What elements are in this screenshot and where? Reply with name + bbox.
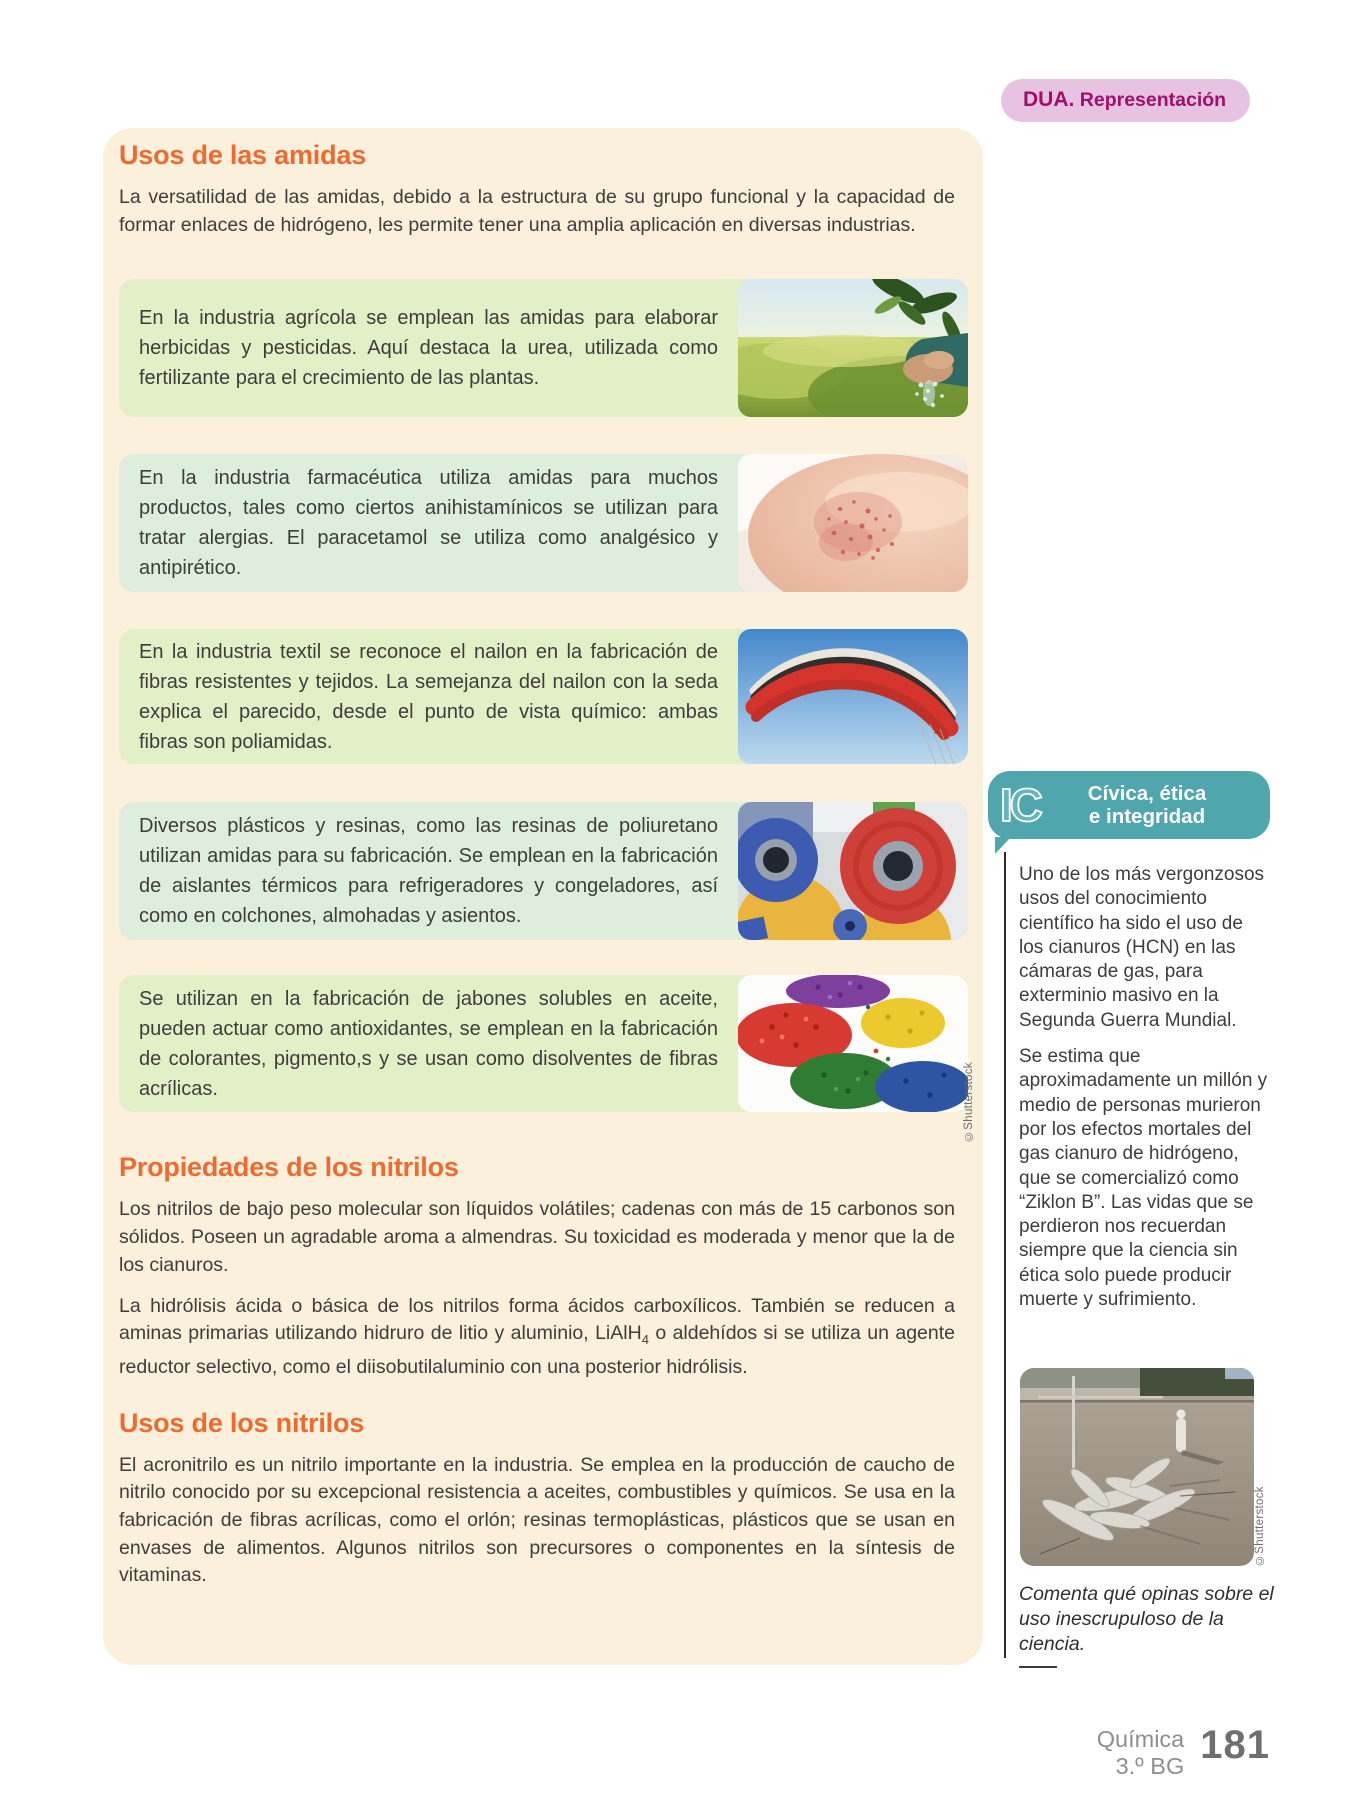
- ic-logo-icon: IC: [1000, 779, 1040, 831]
- civic-ethics-title-line2: e integridad: [1088, 805, 1206, 828]
- nitrile-properties-paragraph-1: Los nitrilos de bajo peso molecular son líquidos volátiles; cadenas con más de 15 carbonos son sólidos. Poseen un agradable aroma a almendras. Su toxicidad es moderada y menor que la de los cianuros.: [119, 1198, 955, 1276]
- amides-intro-paragraph: La versatilidad de las amidas, debido a la estructura de su grupo funcional y la capacidad de formar enlaces de hidrógeno, les permite tener una amplia aplicación en diversas industrias.: [119, 186, 955, 236]
- amide-use-box-soaps: [119, 975, 968, 1112]
- dua-badge-label: Representación: [1074, 89, 1227, 111]
- box-text: En la industria textil se reconoce el nailon en la fabricación de fibras resistentes y tejidos. La semejanza del nailon con la seda explica el parecido, desde el punto de vista químico: ambas fibras son poliamidas.: [139, 640, 718, 753]
- hands-watering-plants-photo: [738, 279, 968, 417]
- shutterstock-credit: ©Shutterstock: [963, 1062, 975, 1142]
- footer-subject: [1097, 1726, 1185, 1780]
- nitrile-properties-p2-rest: o aldehídos si se utiliza un agente reductor selectivo, como el diisobutilaluminio con una posterior hidrólisis.: [119, 1322, 956, 1378]
- nitrile-uses-heading: Usos de los nitrilos: [119, 1407, 365, 1438]
- dua-representation-badge: [1001, 79, 1250, 122]
- page-footer: [930, 1723, 1270, 1780]
- plastic-pellets-photo: [738, 975, 968, 1112]
- dua-badge-prefix: DUA.: [1023, 88, 1075, 111]
- box-text: Diversos plásticos y resinas, como las resinas de poliuretano utilizan amidas para su fabricación. Se emplean en la fabricación de aislantes térmicos para refrigeradores y congeladores, así como en colchones, almohadas y asientos.: [139, 815, 718, 928]
- footer-subject-name: Química: [1096, 1726, 1185, 1752]
- nitrile-uses-paragraph: El acronitrilo es un nitrilo importante en la industria. Se emplea en la producción de caucho de nitrilo conocido por su excepcional resistencia a aceites, combustibles y químicos. Se usa en la fabricación de fibras acrílicas, como el orlón; resinas termoplásticas, plásticos que se usan en envases de alimentos. Algunos nitrilos son precursores o componentes en la síntesis de vitaminas.: [119, 1453, 955, 1587]
- box-text: En la industria farmacéutica utiliza amidas para muchos productos, tales como ciertos anihistamínicos se utilizan para tratar alergias. El paracetamol se utiliza como analgésico y antipirético.: [139, 467, 718, 580]
- amide-use-box-textile: [119, 629, 968, 764]
- amide-use-box-agriculture: [119, 279, 968, 417]
- amide-use-box-pharmaceutical: [119, 454, 968, 592]
- skin-allergy-rash-photo: [738, 454, 968, 592]
- sidebar-paragraph-2: Se estima que aproximadamente un millón y medio de personas murieron por los efectos mortales del gas cianuro de hidrógeno, que se comercializó como “Ziklon B”. Las vidas que se perdieron nos recuerdan siempre que la ciencia sin ética solo puede producir muerte y sufrimiento.: [1019, 1046, 1268, 1311]
- nitrile-properties-p2-text: La hidrólisis ácida o básica de los nitrilos forma ácidos carboxílicos. También se reducen a aminas primarias utilizando hidruro de litio y aluminio, LiAlH: [119, 1294, 955, 1345]
- amides-uses-heading: Usos de las amidas: [119, 140, 367, 170]
- polyurethane-rollers-photo: [738, 802, 968, 940]
- civic-ethics-title-line1: Cívica, ética: [1087, 782, 1207, 805]
- nylon-paraglider-photo: [738, 629, 968, 764]
- footer-grade: 3.º BG: [1115, 1753, 1185, 1779]
- shutterstock-credit: ©Shutterstock: [1254, 1486, 1266, 1566]
- box-text: Se utilizan en la fabricación de jabones solubles en aceite, pueden actuar como antioxidantes, se emplean en la fabricación de colorantes, pigmento,s y se usan como disolventes de fibras acrílicas.: [139, 987, 718, 1100]
- civic-ethics-tag: [988, 771, 1270, 839]
- main-content-panel: [103, 128, 983, 1665]
- sidebar-vertical-rule: [1004, 852, 1006, 1658]
- sidebar-caption: Comenta qué opinas sobre el uso inescrupuloso de la ciencia.: [1019, 1583, 1274, 1655]
- sidebar-paragraph-1: Uno de los más vergonzosos usos del conocimiento científico ha sido el uso de los cianuros (HCN) en las cámaras de gas, para exterminio masivo en la Segunda Guerra Mundial.: [1019, 864, 1265, 1031]
- nitrile-properties-paragraph-2: [119, 1293, 955, 1382]
- lialh4-subscript: 4: [641, 1332, 649, 1348]
- nitrile-properties-heading: Propiedades de los nitrilos: [119, 1152, 459, 1183]
- sidebar-end-rule: [1019, 1666, 1057, 1668]
- amide-use-box-plastics: [119, 802, 968, 940]
- box-text: En la industria agrícola se emplean las amidas para elaborar herbicidas y pesticidas. Aquí destaca la urea, utilizada como fertilizante para el crecimiento de las plantas.: [139, 307, 718, 390]
- civic-ethics-title: [1040, 782, 1254, 828]
- sidebar-note: [1019, 863, 1270, 1324]
- holocaust-memorial-sculpture-photo: [1020, 1368, 1254, 1566]
- page-number: 181: [1200, 1723, 1270, 1767]
